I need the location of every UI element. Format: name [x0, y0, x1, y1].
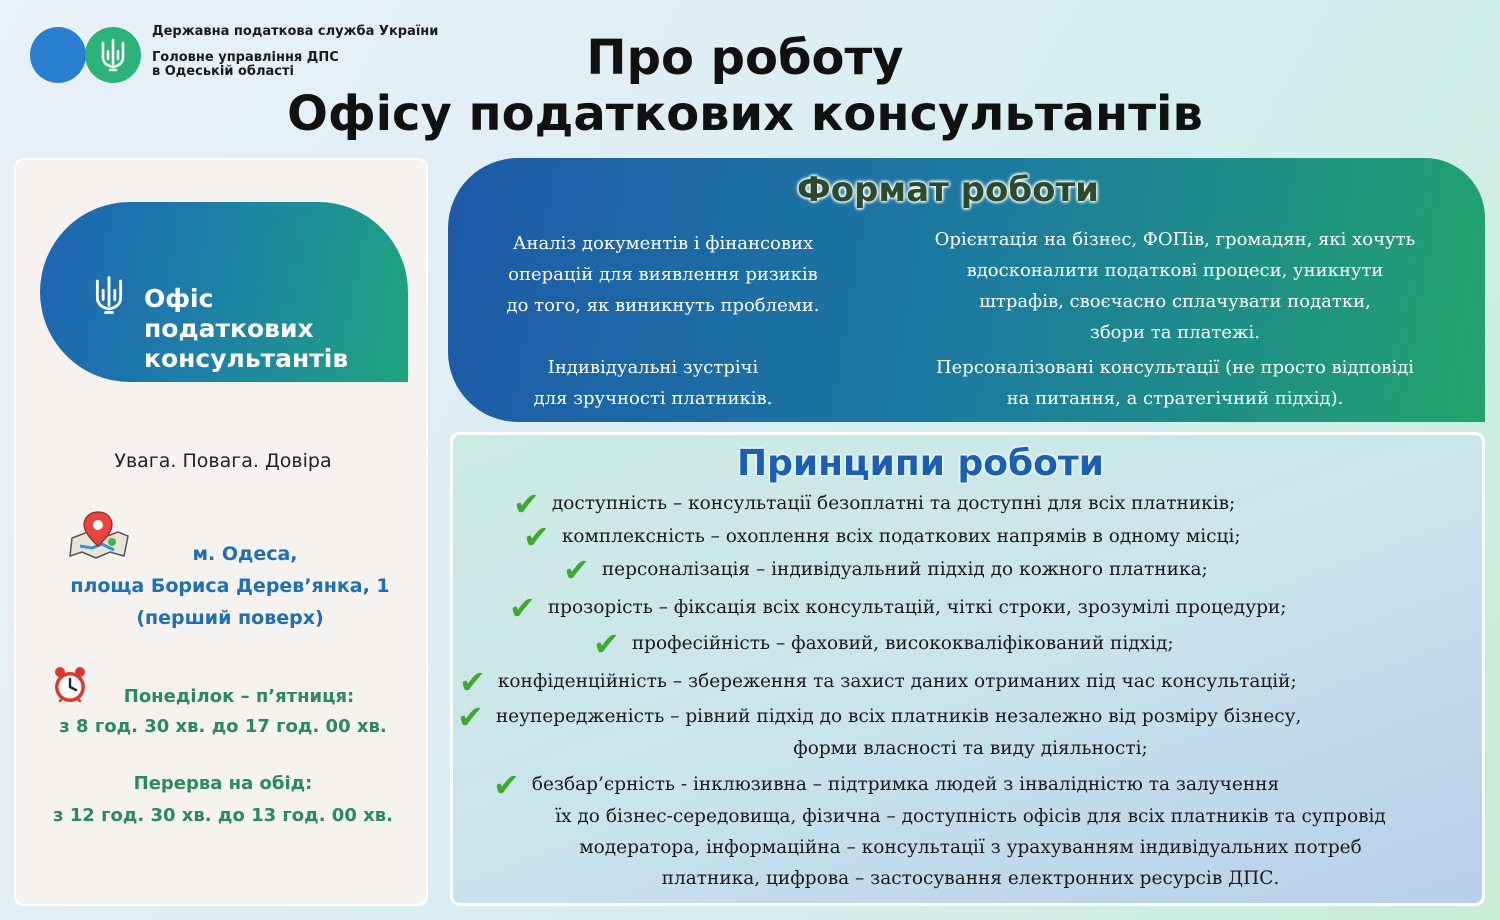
checkmark-icon: ✔: [563, 550, 590, 589]
checkmark-icon: ✔: [493, 765, 520, 804]
principle-item: [513, 484, 1236, 523]
working-hours: [16, 682, 430, 742]
principle-item: [459, 662, 1297, 701]
checkmark-icon: ✔: [459, 662, 486, 701]
format-item-line: Аналіз документів і фінансових: [512, 233, 814, 254]
format-item-line: Індивідуальні зустрічі: [547, 357, 759, 378]
office-address: [30, 538, 430, 634]
address-line-1: м. Одеса,: [192, 543, 298, 565]
badge-line-3: консультантів: [144, 344, 349, 373]
principle-item: [457, 697, 1302, 736]
principle-text: неупередженість – рівний підхід до всіх платників незалежно від розміру бізнесу,: [495, 706, 1302, 727]
principle-item: [493, 765, 1280, 804]
format-item-line: вдосконалити податкові процеси, уникнути: [966, 260, 1384, 281]
break-line-2: з 12 год. 30 хв. до 13 год. 00 хв.: [53, 805, 393, 826]
format-item-orientation: [880, 224, 1470, 348]
principle-continuation: форми власності та виду діяльності;: [793, 738, 1148, 759]
checkmark-icon: ✔: [509, 588, 536, 627]
principle-continuation: їх до бізнес-середовища, фізична – доступність офісів для всіх платників та супровід: [555, 806, 1386, 827]
format-item-analysis: [468, 228, 858, 321]
lunch-break: [16, 768, 430, 832]
work-principles-panel: [450, 432, 1485, 906]
principle-item: [523, 517, 1241, 556]
office-badge: [40, 202, 408, 382]
hours-line-2: з 8 год. 30 хв. до 17 год. 00 хв.: [59, 716, 387, 737]
format-item-consultations: [880, 352, 1470, 414]
break-line-1: Перерва на обід:: [133, 773, 313, 794]
badge-line-2: податкових: [144, 314, 314, 343]
address-line-2: площа Бориса Дерев’янка, 1: [70, 575, 390, 597]
format-item-line: Орієнтація на бізнес, ФОПів, громадян, які хочуть: [934, 229, 1416, 250]
org-line-2: Головне управління ДПС: [152, 50, 339, 65]
format-item-line: Персоналізовані консультації (не просто відповіді: [935, 357, 1415, 378]
format-item-line: на питання, а стратегічний підхід).: [1006, 388, 1344, 409]
work-format-panel: [448, 158, 1485, 422]
work-format-title: Формат роботи: [796, 170, 1099, 210]
principle-text: комплексність – охоплення всіх податкових напрямів в одному місці;: [561, 526, 1241, 547]
format-item-line: штрафів, своєчасно сплачувати податки,: [979, 291, 1371, 312]
principle-continuation: модератора, інформаційна – консультації з урахуванням індивідуальних потреб: [579, 837, 1362, 858]
principle-text: конфіденційність – збереження та захист даних отриманих під час консультацій;: [497, 671, 1297, 692]
trident-icon: [92, 274, 126, 316]
principle-item: [563, 550, 1208, 589]
principle-text: безбар’єрність - інклюзивна – підтримка людей з інвалідністю та залучення: [531, 774, 1280, 795]
page-title-line-1: Про роботу: [586, 30, 904, 86]
checkmark-icon: ✔: [593, 624, 620, 663]
hours-line-1: Понеділок – п’ятниця:: [123, 686, 355, 707]
principle-item: [509, 588, 1287, 627]
page-title: [0, 30, 1490, 142]
motto: Увага. Повага. Довіра: [114, 450, 332, 472]
principle-continuation: платника, цифрова – застосування електронних ресурсів ДПС.: [661, 868, 1280, 889]
office-info-card: [14, 158, 428, 906]
org-line-1: Державна податкова служба України: [152, 24, 439, 39]
principle-item: [593, 624, 1174, 663]
principle-text: доступність – консультації безоплатні та доступні для всіх платників;: [551, 493, 1236, 514]
badge-line-1: Офіс: [144, 284, 214, 313]
work-principles-title: Принципи роботи: [737, 443, 1104, 484]
page-title-line-2: Офісу податкових консультантів: [287, 86, 1203, 142]
checkmark-icon: ✔: [523, 517, 550, 556]
checkmark-icon: ✔: [457, 697, 484, 736]
principle-text: прозорість – фіксація всіх консультацій, чіткі строки, зрозумілі процедури;: [547, 597, 1287, 618]
format-item-meetings: [488, 352, 818, 414]
format-item-line: для зручності платників.: [533, 388, 773, 409]
format-item-line: до того, як виникнуть проблеми.: [506, 295, 820, 316]
org-line-3: в Одеській області: [152, 64, 294, 79]
checkmark-icon: ✔: [513, 484, 540, 523]
principle-text: професійність – фаховий, висококваліфікований підхід;: [631, 633, 1174, 654]
principle-text: персоналізація – індивідуальний підхід до кожного платника;: [601, 559, 1208, 580]
format-item-line: операцій для виявлення ризиків: [508, 264, 818, 285]
address-line-3: (перший поверх): [136, 607, 324, 629]
office-badge-text: [144, 284, 348, 374]
format-item-line: збори та платежі.: [1090, 322, 1260, 343]
